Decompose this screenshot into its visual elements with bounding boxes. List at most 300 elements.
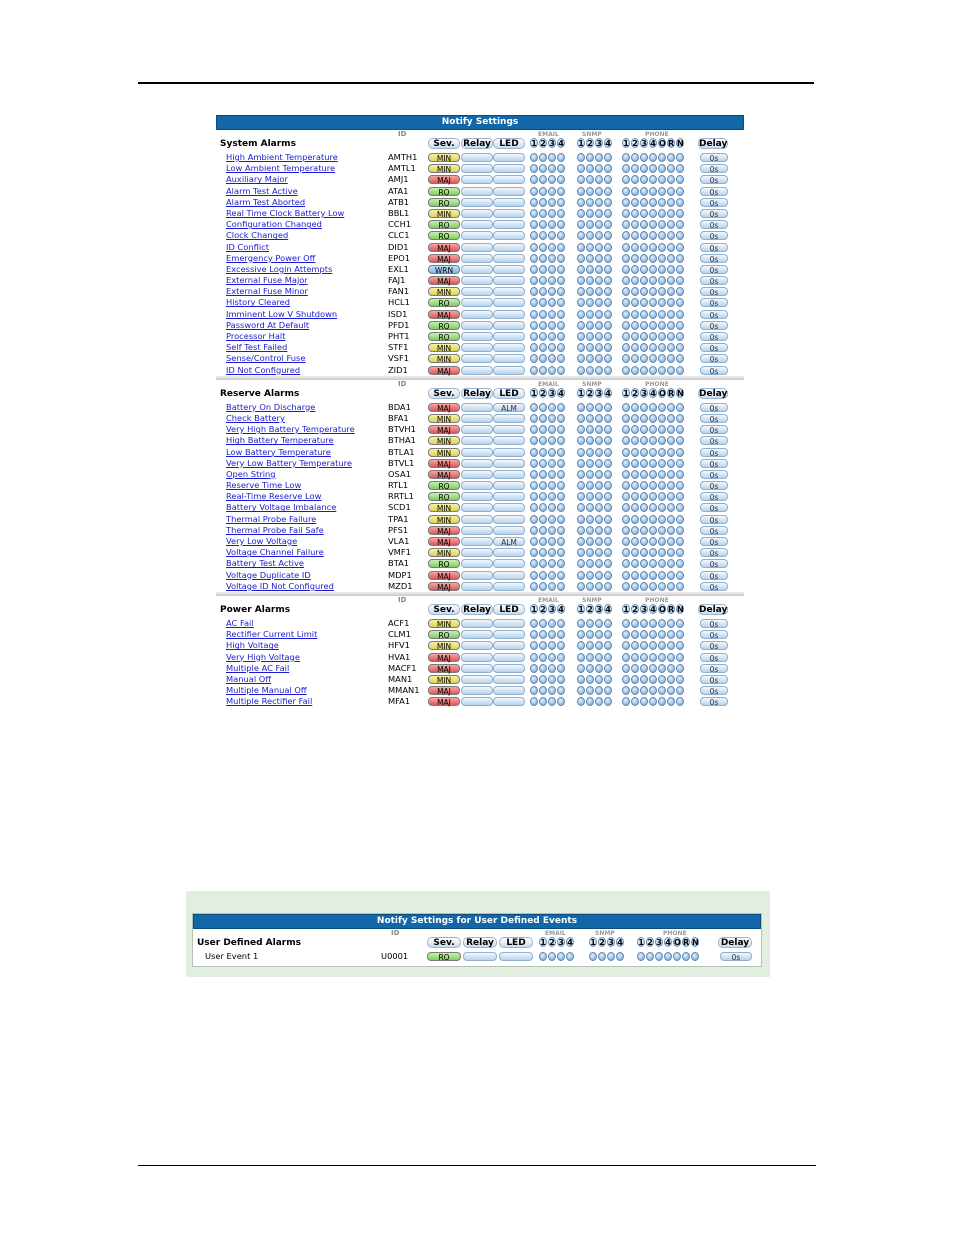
notify-toggle[interactable] — [640, 641, 648, 650]
notify-toggle[interactable] — [548, 425, 556, 434]
notify-toggle[interactable] — [622, 559, 630, 568]
delay-button[interactable]: 0s — [700, 515, 728, 524]
notify-toggle[interactable] — [586, 425, 594, 434]
notify-toggle[interactable] — [539, 448, 547, 457]
alarm-name-link[interactable]: External Fuse Minor — [226, 286, 308, 297]
notify-toggle[interactable] — [586, 559, 594, 568]
notify-toggle[interactable] — [557, 220, 565, 229]
notify-toggle[interactable] — [604, 354, 612, 363]
notify-toggle[interactable] — [631, 354, 639, 363]
notify-toggle[interactable] — [691, 952, 699, 961]
notify-toggle[interactable] — [622, 664, 630, 673]
notify-toggle[interactable] — [649, 436, 657, 445]
relay-button[interactable] — [461, 310, 493, 319]
notify-toggle[interactable] — [649, 571, 657, 580]
notify-toggle[interactable] — [676, 265, 684, 274]
relay-button[interactable] — [461, 664, 493, 673]
notify-toggle[interactable] — [649, 459, 657, 468]
notify-toggle[interactable] — [548, 153, 556, 162]
relay-button[interactable] — [461, 526, 493, 535]
column-number-toggle[interactable]: O — [674, 938, 681, 947]
notify-toggle[interactable] — [667, 537, 675, 546]
notify-toggle[interactable] — [622, 276, 630, 285]
relay-button[interactable] — [461, 470, 493, 479]
led-button[interactable] — [493, 276, 525, 285]
notify-toggle[interactable] — [586, 436, 594, 445]
relay-button[interactable] — [461, 515, 493, 524]
notify-toggle[interactable] — [589, 952, 597, 961]
notify-toggle[interactable] — [539, 952, 547, 961]
notify-toggle[interactable] — [577, 231, 585, 240]
column-number-toggle[interactable]: 3 — [656, 938, 662, 947]
notify-toggle[interactable] — [557, 630, 565, 639]
severity-button[interactable]: RO — [428, 220, 460, 229]
relay-button[interactable] — [461, 403, 493, 412]
notify-toggle[interactable] — [622, 470, 630, 479]
notify-toggle[interactable] — [577, 164, 585, 173]
delay-button[interactable]: 0s — [700, 630, 728, 639]
notify-toggle[interactable] — [539, 276, 547, 285]
column-number-toggle[interactable]: 3 — [641, 139, 647, 148]
notify-toggle[interactable] — [631, 548, 639, 557]
notify-toggle[interactable] — [530, 164, 538, 173]
column-number-toggle[interactable]: 4 — [558, 139, 564, 148]
notify-toggle[interactable] — [622, 526, 630, 535]
notify-toggle[interactable] — [530, 515, 538, 524]
notify-toggle[interactable] — [658, 254, 666, 263]
notify-toggle[interactable] — [530, 492, 538, 501]
column-number-toggle[interactable]: 1 — [531, 604, 537, 614]
notify-toggle[interactable] — [539, 503, 547, 512]
notify-toggle[interactable] — [649, 276, 657, 285]
column-number-toggle[interactable]: 2 — [549, 938, 555, 947]
column-number-toggle[interactable]: 4 — [605, 139, 611, 148]
notify-toggle[interactable] — [557, 287, 565, 296]
alarm-name-link[interactable]: Low Battery Temperature — [226, 446, 331, 457]
notify-toggle[interactable] — [604, 436, 612, 445]
alarm-name-link[interactable]: Reserve Time Low — [226, 480, 302, 491]
notify-toggle[interactable] — [595, 310, 603, 319]
notify-toggle[interactable] — [539, 298, 547, 307]
notify-toggle[interactable] — [658, 664, 666, 673]
notify-toggle[interactable] — [586, 276, 594, 285]
notify-toggle[interactable] — [548, 366, 556, 375]
notify-toggle[interactable] — [548, 343, 556, 352]
severity-button[interactable]: MIN — [428, 619, 460, 628]
relay-button[interactable] — [461, 220, 493, 229]
alarm-name-link[interactable]: Multiple AC Fail — [226, 662, 290, 673]
severity-button[interactable]: MIN — [428, 209, 460, 218]
notify-toggle[interactable] — [595, 492, 603, 501]
led-button[interactable] — [493, 414, 525, 423]
notify-toggle[interactable] — [622, 697, 630, 706]
notify-toggle[interactable] — [539, 321, 547, 330]
notify-toggle[interactable] — [622, 332, 630, 341]
notify-toggle[interactable] — [577, 664, 585, 673]
notify-toggle[interactable] — [667, 571, 675, 580]
notify-toggle[interactable] — [676, 287, 684, 296]
led-button[interactable] — [493, 209, 525, 218]
notify-toggle[interactable] — [667, 287, 675, 296]
notify-toggle[interactable] — [658, 153, 666, 162]
notify-toggle[interactable] — [577, 343, 585, 352]
notify-toggle[interactable] — [548, 526, 556, 535]
notify-toggle[interactable] — [557, 515, 565, 524]
alarm-name-link[interactable]: Manual Off — [226, 673, 272, 684]
notify-toggle[interactable] — [539, 697, 547, 706]
column-number-toggle[interactable]: 2 — [540, 604, 546, 614]
notify-toggle[interactable] — [658, 630, 666, 639]
notify-toggle[interactable] — [631, 298, 639, 307]
delay-button[interactable]: 0s — [700, 321, 728, 330]
notify-toggle[interactable] — [557, 153, 565, 162]
notify-toggle[interactable] — [577, 209, 585, 218]
severity-button[interactable]: RO — [428, 298, 460, 307]
notify-toggle[interactable] — [539, 354, 547, 363]
severity-button[interactable]: MAJ — [428, 526, 460, 535]
notify-toggle[interactable] — [577, 559, 585, 568]
sev-column-button[interactable]: Sev. — [428, 138, 460, 149]
notify-toggle[interactable] — [676, 448, 684, 457]
notify-toggle[interactable] — [667, 619, 675, 628]
notify-toggle[interactable] — [649, 310, 657, 319]
notify-toggle[interactable] — [586, 571, 594, 580]
notify-toggle[interactable] — [595, 198, 603, 207]
delay-button[interactable]: 0s — [700, 448, 728, 457]
notify-toggle[interactable] — [586, 287, 594, 296]
severity-button[interactable]: RO — [428, 481, 460, 490]
led-button[interactable] — [493, 343, 525, 352]
notify-toggle[interactable] — [640, 559, 648, 568]
column-number-toggle[interactable]: R — [668, 604, 675, 614]
notify-toggle[interactable] — [539, 175, 547, 184]
led-button[interactable] — [493, 582, 525, 591]
severity-button[interactable]: MAJ — [428, 276, 460, 285]
notify-toggle[interactable] — [631, 231, 639, 240]
notify-toggle[interactable] — [676, 537, 684, 546]
notify-toggle[interactable] — [658, 582, 666, 591]
column-number-toggle[interactable]: 1 — [578, 139, 584, 148]
notify-toggle[interactable] — [676, 243, 684, 252]
notify-toggle[interactable] — [548, 403, 556, 412]
notify-toggle[interactable] — [539, 287, 547, 296]
notify-toggle[interactable] — [577, 175, 585, 184]
notify-toggle[interactable] — [539, 343, 547, 352]
notify-toggle[interactable] — [658, 425, 666, 434]
notify-toggle[interactable] — [631, 187, 639, 196]
notify-toggle[interactable] — [604, 298, 612, 307]
notify-toggle[interactable] — [676, 254, 684, 263]
notify-toggle[interactable] — [595, 675, 603, 684]
notify-toggle[interactable] — [548, 321, 556, 330]
notify-toggle[interactable] — [640, 164, 648, 173]
column-number-toggle[interactable]: 4 — [650, 139, 656, 148]
notify-toggle[interactable] — [595, 243, 603, 252]
alarm-name-link[interactable]: Auxiliary Major — [226, 174, 288, 185]
delay-button[interactable]: 0s — [700, 425, 728, 434]
notify-toggle[interactable] — [577, 515, 585, 524]
notify-toggle[interactable] — [640, 548, 648, 557]
notify-toggle[interactable] — [577, 321, 585, 330]
notify-toggle[interactable] — [604, 582, 612, 591]
notify-toggle[interactable] — [595, 209, 603, 218]
notify-toggle[interactable] — [667, 548, 675, 557]
notify-toggle[interactable] — [530, 231, 538, 240]
notify-toggle[interactable] — [667, 470, 675, 479]
severity-button[interactable]: MAJ — [428, 664, 460, 673]
led-button[interactable] — [493, 187, 525, 196]
notify-toggle[interactable] — [577, 198, 585, 207]
alarm-name-link[interactable]: ID Conflict — [226, 241, 269, 252]
notify-toggle[interactable] — [640, 287, 648, 296]
notify-toggle[interactable] — [640, 332, 648, 341]
severity-button[interactable]: MIN — [428, 675, 460, 684]
notify-toggle[interactable] — [548, 697, 556, 706]
notify-toggle[interactable] — [649, 403, 657, 412]
notify-toggle[interactable] — [548, 436, 556, 445]
notify-toggle[interactable] — [586, 503, 594, 512]
relay-button[interactable] — [461, 354, 493, 363]
notify-toggle[interactable] — [649, 675, 657, 684]
notify-toggle[interactable] — [586, 515, 594, 524]
delay-button[interactable]: 0s — [700, 298, 728, 307]
notify-toggle[interactable] — [667, 686, 675, 695]
column-number-toggle[interactable]: 4 — [617, 938, 623, 947]
notify-toggle[interactable] — [586, 354, 594, 363]
notify-toggle[interactable] — [631, 332, 639, 341]
column-number-toggle[interactable]: 4 — [650, 388, 656, 398]
led-button[interactable] — [493, 354, 525, 363]
delay-button[interactable]: 0s — [700, 503, 728, 512]
notify-toggle[interactable] — [539, 436, 547, 445]
notify-toggle[interactable] — [640, 448, 648, 457]
notify-toggle[interactable] — [640, 686, 648, 695]
notify-toggle[interactable] — [667, 526, 675, 535]
column-number-toggle[interactable]: 4 — [605, 388, 611, 398]
notify-toggle[interactable] — [622, 548, 630, 557]
notify-toggle[interactable] — [530, 664, 538, 673]
notify-toggle[interactable] — [548, 619, 556, 628]
notify-toggle[interactable] — [604, 630, 612, 639]
notify-toggle[interactable] — [640, 231, 648, 240]
relay-button[interactable] — [461, 675, 493, 684]
notify-toggle[interactable] — [604, 526, 612, 535]
notify-toggle[interactable] — [557, 448, 565, 457]
delay-column-button[interactable]: Delay — [699, 388, 728, 399]
notify-toggle[interactable] — [548, 175, 556, 184]
notify-toggle[interactable] — [667, 220, 675, 229]
column-number-toggle[interactable]: R — [668, 139, 675, 148]
relay-button[interactable] — [461, 686, 493, 695]
alarm-name-link[interactable]: Voltage Channel Failure — [226, 547, 324, 558]
notify-toggle[interactable] — [646, 952, 654, 961]
column-number-toggle[interactable]: 1 — [540, 938, 546, 947]
notify-toggle[interactable] — [595, 414, 603, 423]
led-button[interactable] — [493, 571, 525, 580]
notify-toggle[interactable] — [622, 641, 630, 650]
led-button[interactable]: ALM — [493, 403, 525, 412]
notify-toggle[interactable] — [595, 459, 603, 468]
alarm-name-link[interactable]: Thermal Probe Fail Safe — [226, 524, 324, 535]
severity-button[interactable]: RO — [428, 332, 460, 341]
notify-toggle[interactable] — [622, 187, 630, 196]
notify-toggle[interactable] — [577, 481, 585, 490]
notify-toggle[interactable] — [649, 354, 657, 363]
delay-button[interactable]: 0s — [700, 619, 728, 628]
notify-toggle[interactable] — [676, 198, 684, 207]
notify-toggle[interactable] — [595, 559, 603, 568]
alarm-name-link[interactable]: High Ambient Temperature — [226, 152, 338, 162]
notify-toggle[interactable] — [557, 310, 565, 319]
notify-toggle[interactable] — [607, 952, 615, 961]
alarm-name-link[interactable]: Voltage Duplicate ID — [226, 569, 311, 580]
relay-button[interactable] — [461, 492, 493, 501]
notify-toggle[interactable] — [595, 231, 603, 240]
led-button[interactable] — [493, 436, 525, 445]
led-button[interactable] — [493, 619, 525, 628]
notify-toggle[interactable] — [557, 164, 565, 173]
notify-toggle[interactable] — [658, 175, 666, 184]
alarm-name-link[interactable]: Emergency Power Off — [226, 252, 316, 263]
notify-toggle[interactable] — [604, 243, 612, 252]
notify-toggle[interactable] — [595, 697, 603, 706]
notify-toggle[interactable] — [595, 276, 603, 285]
alarm-name-link[interactable]: Battery Test Active — [226, 558, 304, 569]
notify-toggle[interactable] — [539, 481, 547, 490]
notify-toggle[interactable] — [595, 653, 603, 662]
relay-column-button[interactable]: Relay — [461, 138, 493, 149]
severity-button[interactable]: MAJ — [428, 254, 460, 263]
delay-button[interactable]: 0s — [700, 470, 728, 479]
led-button[interactable] — [493, 198, 525, 207]
notify-toggle[interactable] — [548, 571, 556, 580]
notify-toggle[interactable] — [539, 187, 547, 196]
notify-toggle[interactable] — [577, 641, 585, 650]
notify-toggle[interactable] — [667, 559, 675, 568]
relay-button[interactable] — [461, 209, 493, 218]
notify-toggle[interactable] — [676, 686, 684, 695]
delay-button[interactable]: 0s — [700, 231, 728, 240]
notify-toggle[interactable] — [577, 153, 585, 162]
notify-toggle[interactable] — [667, 198, 675, 207]
notify-toggle[interactable] — [676, 354, 684, 363]
notify-toggle[interactable] — [530, 220, 538, 229]
led-button[interactable] — [493, 630, 525, 639]
column-number-toggle[interactable]: 3 — [641, 604, 647, 614]
notify-toggle[interactable] — [595, 582, 603, 591]
column-number-toggle[interactable]: 2 — [632, 139, 638, 148]
notify-toggle[interactable] — [640, 503, 648, 512]
relay-button[interactable] — [461, 265, 493, 274]
notify-toggle[interactable] — [622, 686, 630, 695]
notify-toggle[interactable] — [622, 321, 630, 330]
notify-toggle[interactable] — [586, 209, 594, 218]
relay-button[interactable] — [461, 582, 493, 591]
notify-toggle[interactable] — [658, 470, 666, 479]
notify-toggle[interactable] — [557, 470, 565, 479]
severity-button[interactable]: RO — [428, 231, 460, 240]
column-number-toggle[interactable]: N — [692, 938, 699, 947]
notify-toggle[interactable] — [649, 321, 657, 330]
notify-toggle[interactable] — [604, 641, 612, 650]
notify-toggle[interactable] — [595, 436, 603, 445]
notify-toggle[interactable] — [548, 481, 556, 490]
sev-column-button[interactable]: Sev. — [428, 604, 460, 615]
delay-button[interactable]: 0s — [700, 220, 728, 229]
notify-toggle[interactable] — [649, 332, 657, 341]
alarm-name-link[interactable]: High Voltage — [226, 640, 279, 651]
notify-toggle[interactable] — [595, 332, 603, 341]
notify-toggle[interactable] — [604, 697, 612, 706]
notify-toggle[interactable] — [539, 548, 547, 557]
notify-toggle[interactable] — [649, 686, 657, 695]
notify-toggle[interactable] — [557, 343, 565, 352]
notify-toggle[interactable] — [676, 276, 684, 285]
column-number-toggle[interactable]: N — [677, 604, 684, 614]
delay-button[interactable]: 0s — [700, 164, 728, 173]
relay-button[interactable] — [461, 276, 493, 285]
column-number-toggle[interactable]: 2 — [587, 604, 593, 614]
notify-toggle[interactable] — [548, 952, 556, 961]
notify-toggle[interactable] — [530, 526, 538, 535]
notify-toggle[interactable] — [649, 343, 657, 352]
notify-toggle[interactable] — [557, 332, 565, 341]
delay-button[interactable]: 0s — [700, 332, 728, 341]
notify-toggle[interactable] — [604, 321, 612, 330]
notify-toggle[interactable] — [631, 653, 639, 662]
notify-toggle[interactable] — [577, 548, 585, 557]
severity-button[interactable]: MIN — [428, 515, 460, 524]
led-button[interactable] — [493, 641, 525, 650]
column-number-toggle[interactable]: 2 — [587, 388, 593, 398]
delay-button[interactable]: 0s — [700, 537, 728, 546]
severity-button[interactable]: MAJ — [428, 470, 460, 479]
notify-toggle[interactable] — [649, 243, 657, 252]
notify-toggle[interactable] — [676, 187, 684, 196]
notify-toggle[interactable] — [631, 571, 639, 580]
led-button[interactable] — [493, 492, 525, 501]
notify-toggle[interactable] — [557, 265, 565, 274]
notify-toggle[interactable] — [595, 537, 603, 546]
notify-toggle[interactable] — [595, 298, 603, 307]
notify-toggle[interactable] — [664, 952, 672, 961]
notify-toggle[interactable] — [640, 153, 648, 162]
notify-toggle[interactable] — [530, 366, 538, 375]
notify-toggle[interactable] — [676, 164, 684, 173]
notify-toggle[interactable] — [631, 675, 639, 684]
notify-toggle[interactable] — [577, 220, 585, 229]
notify-toggle[interactable] — [604, 265, 612, 274]
notify-toggle[interactable] — [577, 503, 585, 512]
notify-toggle[interactable] — [658, 481, 666, 490]
relay-column-button[interactable]: Relay — [463, 937, 497, 948]
relay-column-button[interactable]: Relay — [461, 388, 493, 399]
notify-toggle[interactable] — [604, 675, 612, 684]
led-column-button[interactable]: LED — [493, 388, 525, 399]
notify-toggle[interactable] — [631, 697, 639, 706]
alarm-name-link[interactable]: Password At Default — [226, 319, 310, 330]
notify-toggle[interactable] — [595, 630, 603, 639]
notify-toggle[interactable] — [604, 619, 612, 628]
notify-toggle[interactable] — [557, 187, 565, 196]
severity-button[interactable]: MAJ — [428, 582, 460, 591]
notify-toggle[interactable] — [539, 332, 547, 341]
column-number-toggle[interactable]: 4 — [665, 938, 671, 947]
notify-toggle[interactable] — [577, 243, 585, 252]
led-button[interactable] — [499, 952, 533, 961]
notify-toggle[interactable] — [667, 321, 675, 330]
led-button[interactable] — [493, 231, 525, 240]
